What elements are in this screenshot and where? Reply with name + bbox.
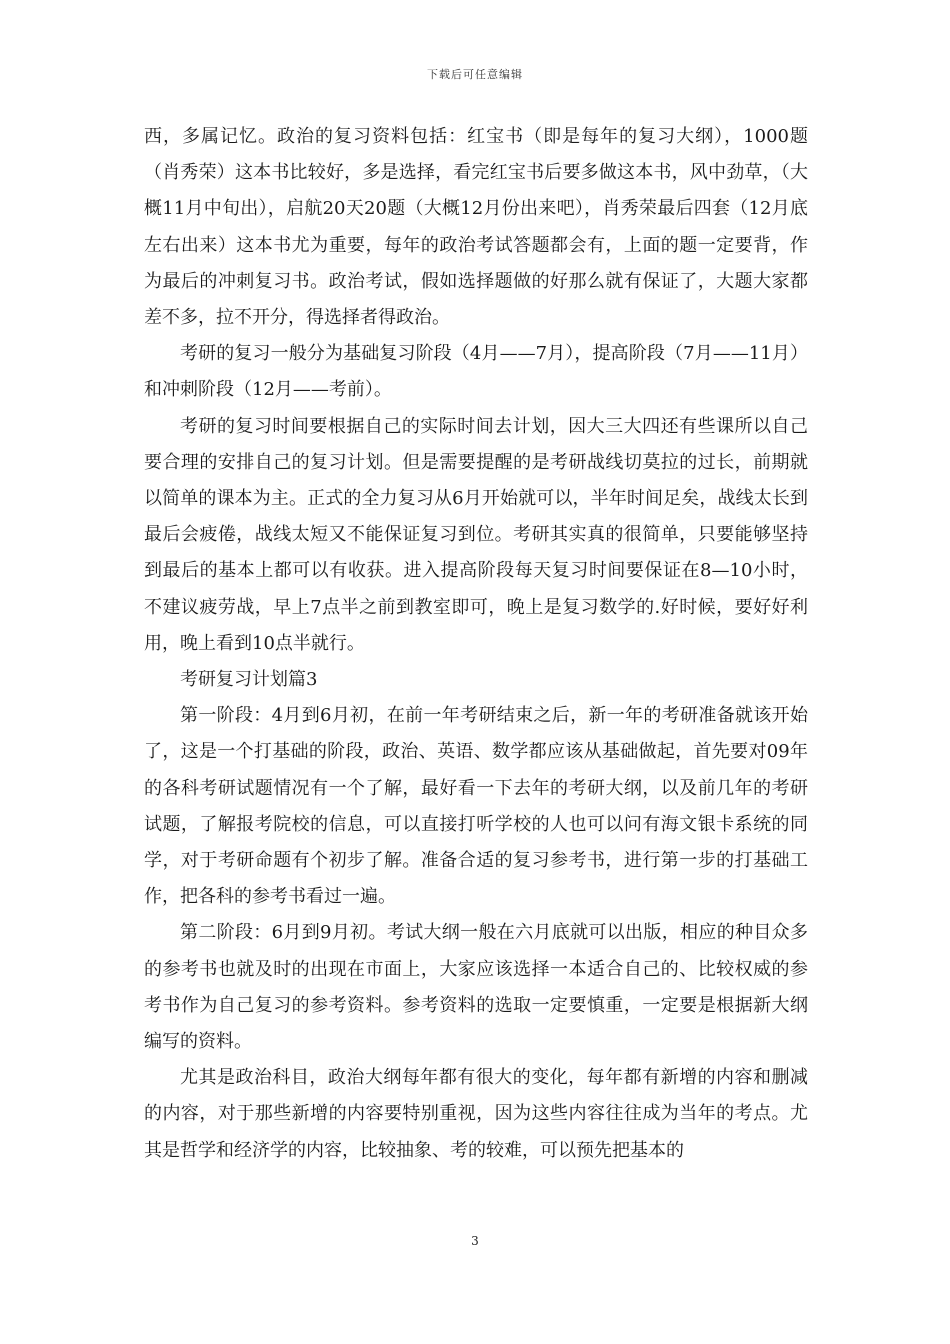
page-header: 下载后可任意编辑: [427, 68, 523, 81]
paragraph-stage-one: 第一阶段：4月到6月初，在前一年考研结束之后，新一年的考研准备就该开始了，这是一个打基础的阶段，政治、英语、数学都应该从基础做起，首先要对09年的各科考研试题情况有一个了解，最好看一下去年的考研大纲，以及前几年的考研试题，了解报考院校的信息，可以直接打听学校的人也可以问有海文银卡系统的同学，对于考研命题有个初步了解。准备合适的复习参考书，进行第一步的打基础工作，把各科的参考书看过一遍。: [144, 705, 808, 908]
paragraph-review-stages: 考研的复习一般分为基础复习阶段（4月——7月），提高阶段（7月——11月）和冲刺阶段（12月——考前）。: [144, 343, 808, 401]
paragraph-review-time: 考研的复习时间要根据自己的实际时间去计划，因大三大四还有些课所以自己要合理的安排自己的复习计划。但是需要提醒的是考研战线切莫拉的过长，前期就以简单的课本为主。正式的全力复习从6月开始就可以，半年时间足矣，战线太长到最后会疲倦，战线太短又不能保证复习到位。考研其实真的很简单，只要能够坚持到最后的基本上都可以有收获。进入提高阶段每天复习时间要保证在8—10小时，不建议疲劳战，早上7点半之前到教室即可，晚上是复习数学的.好时候，要好好利用，晚上看到10点半就行。: [144, 415, 808, 654]
page-number: 3: [471, 1234, 479, 1248]
paragraph-continuation: 西，多属记忆。政治的复习资料包括：红宝书（即是每年的复习大纲），1000题（肖秀荣）这本书比较好，多是选择，看完红宝书后要多做这本书，风中劲草，（大概11月中旬出），启航20天20题（大概12月份出来吧），肖秀荣最后四套（12月底左右出来）这本书尤为重要，每年的政治考试答题都会有，上面的题一定要背，作为最后的冲刺复习书。政治考试，假如选择题做的好那么就有保证了，大题大家都差不多，拉不开分，得选择者得政治。: [144, 126, 808, 329]
document-body: [144, 119, 808, 1169]
paragraph-stage-two: 第二阶段：6月到9月初。考试大纲一般在六月底就可以出版，相应的种目众多的参考书也就及时的出现在市面上，大家应该选择一本适合自己的、比较权威的参考书作为自己复习的参考资料。参考资料的选取一定要慎重，一定要是根据新大纲编写的资料。: [144, 922, 808, 1053]
paragraph-politics: 尤其是政治科目，政治大纲每年都有很大的变化，每年都有新增的内容和删减的内容，对于那些新增的内容要特别重视，因为这些内容往往成为当年的考点。尤其是哲学和经济学的内容，比较抽象、考的较难，可以预先把基本的: [144, 1067, 808, 1161]
section-heading: 考研复习计划篇3: [180, 669, 318, 691]
